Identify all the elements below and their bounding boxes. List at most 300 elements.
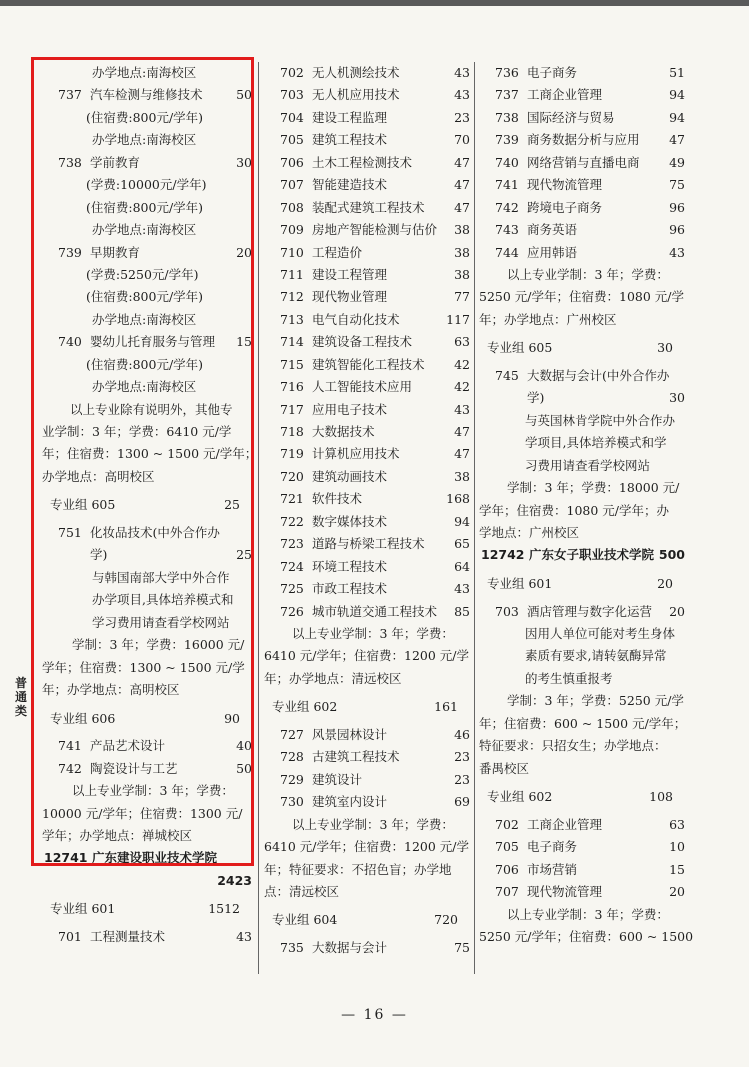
body-text: 学习费用请查看学校网站 [92,614,230,630]
major-row [264,443,470,465]
major-quota: 47 [454,154,470,170]
column-2 [264,62,470,960]
major-name: 应用韩语 [527,244,578,260]
body-text: 以上专业学制：3 年；学费： [292,625,454,641]
major-row [479,365,685,387]
major-name: 早期教育 [90,244,141,260]
major-row [264,724,470,746]
group-quota: 25 [224,497,240,513]
major-row [264,399,470,421]
major-row [264,937,470,959]
major-code: 704 [280,109,304,125]
major-code: 736 [495,65,519,80]
group-quota: 20 [657,575,673,591]
school-quota: 2423 [217,872,252,888]
body-text: 学年；住宿费：1080 元/学年；办 [479,502,669,518]
body-text: (学费:10000元/学年) [86,177,207,193]
major-row [479,859,685,881]
body-text: 以上专业学制：3 年；学费： [292,816,454,832]
major-name: 工商企业管理 [527,816,603,832]
major-name: 计算机应用技术 [312,446,400,462]
major-name: 软件技术 [312,491,363,507]
text-line [479,904,685,926]
major-row [264,264,470,286]
body-text: 办学地点：高明校区 [42,468,155,484]
major-row [264,309,470,331]
major-quota: 47 [454,199,470,215]
body-text: 学项目,具体培养模式和学 [525,435,667,451]
group-quota: 90 [224,710,240,726]
major-name: 工商企业管理 [527,87,603,103]
major-code: 717 [280,401,304,417]
group-name: 专业组 605 [487,340,553,356]
major-code: 737 [495,87,519,103]
body-text: 6410 元/学年；住宿费：1200 元/学 [264,648,469,664]
major-name: 建筑设计 [312,771,363,787]
major-quota: 47 [454,446,470,462]
text-line [264,836,470,858]
body-text: 6410 元/学年；住宿费：1200 元/学 [264,839,469,855]
group-header [479,331,685,365]
major-code: 730 [280,794,304,810]
major-quota: 64 [454,558,470,574]
major-name: 现代物业管理 [312,289,388,305]
body-text: 因用人单位可能对考生身体 [525,626,676,641]
text-line [479,668,685,690]
major-name: 网络营销与直播电商 [527,154,640,170]
page-number: — 16 — [341,1007,408,1023]
major-row [264,791,470,813]
major-name: 电气自动化技术 [312,311,400,327]
major-row [479,242,685,264]
major-code: 745 [495,367,519,383]
body-text: (住宿费:800元/学年) [86,109,204,125]
major-code: 705 [280,132,304,148]
body-text: 习费用请查看学校网站 [525,457,651,473]
major-name: 汽车检测与维修技术 [90,87,203,103]
major-quota: 38 [454,266,470,282]
major-name: 无人机测绘技术 [312,65,400,80]
text-line [479,735,685,757]
major-code: 702 [495,816,519,832]
major-code: 707 [280,177,304,193]
group-quota: 30 [657,340,673,356]
major-name: 大数据与会计 [312,940,388,956]
school-header [479,544,685,566]
major-name: 国际经济与贸易 [527,109,615,125]
major-row [479,197,685,219]
major-code: 725 [280,581,304,597]
text-line [479,455,685,477]
major-quota: 50 [236,87,252,103]
body-text: 以上专业学制：3 年；学费： [507,906,669,922]
major-row [264,488,470,510]
major-quota: 47 [454,424,470,439]
major-row [479,152,685,174]
major-name: 电子商务 [527,65,578,80]
body-text: 年；特征要求：不招色盲；办学地 [264,861,452,877]
major-name: 建筑工程技术 [312,132,388,148]
major-quota: 43 [669,244,685,260]
major-code: 715 [280,356,304,372]
group-name: 专业组 606 [50,710,116,726]
major-quota: 69 [454,794,470,810]
major-code: 739 [495,132,519,148]
text-line [479,410,685,432]
major-code: 710 [280,244,304,260]
major-quota: 50 [236,760,252,776]
major-name: 建筑动画技术 [312,468,388,484]
major-name: 道路与桥梁工程技术 [312,536,425,552]
major-name: 建筑设备工程技术 [312,334,413,350]
major-code: 738 [495,109,519,125]
body-text: 年；住宿费：1300 ~ 1500 元/学年； [42,446,258,462]
text-line [479,645,685,667]
major-name: 建设工程监理 [312,109,388,125]
text-line [264,668,470,690]
major-quota: 70 [454,132,470,148]
major-name: 环境工程技术 [312,558,388,574]
body-text: 与韩国南部大学中外合作 [92,569,230,585]
major-code: 707 [495,884,519,900]
major-name: 大数据与会计(中外合作办 [527,367,670,383]
major-code: 741 [58,738,82,754]
major-row [264,511,470,533]
major-name: 建筑室内设计 [312,794,388,810]
major-name: 工程测量技术 [90,928,166,944]
body-text: 学年；住宿费：1300 ~ 1500 元/学 [42,659,245,675]
text-line [479,477,685,499]
major-quota: 23 [454,749,470,765]
major-row [264,174,470,196]
major-quota: 38 [454,468,470,484]
major-code: 703 [495,603,519,619]
major-quota: 42 [454,379,470,395]
major-name: 古建筑工程技术 [312,749,400,765]
major-row [264,533,470,555]
major-code: 701 [58,928,82,944]
body-text: 学年；办学地点：禅城校区 [42,827,193,843]
major-quota: 63 [454,334,470,350]
major-row [479,62,685,84]
major-quota: 168 [446,491,470,507]
major-quota: 20 [669,603,685,619]
text-line [264,859,470,881]
major-name: 跨境电子商务 [527,199,603,215]
major-code: 712 [280,289,304,305]
body-text: (学费:5250元/学年) [86,266,199,282]
major-row [479,881,685,903]
major-name: 大数据技术 [312,424,375,439]
group-header [264,690,470,724]
body-text: (住宿费:800元/学年) [86,289,204,305]
major-code: 727 [280,726,304,742]
group-name: 专业组 602 [487,789,553,805]
major-quota: 94 [669,109,685,125]
body-text: 年；住宿费：600 ~ 1500 元/学年； [479,715,687,731]
major-quota: 23 [454,771,470,787]
school-code: 12742 [481,547,525,563]
column-divider [474,62,475,974]
major-name: 学) [527,390,545,406]
school-quota: 500 [658,547,685,563]
body-text: 学制：3 年；学费：16000 元/ [72,637,245,653]
major-row [479,174,685,196]
major-code: 728 [280,749,304,765]
major-quota: 43 [236,928,252,944]
major-code: 721 [280,491,304,507]
body-text: 以上专业除有说明外，其他专 [70,401,233,417]
group-name: 专业组 605 [50,497,116,513]
group-quota: 108 [649,789,673,805]
text-line [479,758,685,780]
major-code: 739 [58,244,82,260]
major-name: 学前教育 [90,154,141,170]
major-code: 738 [58,154,82,170]
major-code: 703 [280,87,304,103]
major-name: 人工智能技术应用 [312,379,413,395]
major-code: 742 [58,760,82,776]
major-code: 709 [280,222,304,238]
body-text: 办学地点:南海校区 [92,132,197,148]
text-line [479,309,685,331]
major-quota: 23 [454,109,470,125]
body-text: 办学地点:南海校区 [92,222,197,238]
major-code: 713 [280,311,304,327]
major-row [479,814,685,836]
body-text: 办学项目,具体培养模式和 [92,592,234,608]
major-quota: 40 [236,738,252,754]
major-code: 706 [495,861,519,877]
text-line [479,264,685,286]
major-code: 737 [58,87,82,103]
major-name: 数字媒体技术 [312,513,388,529]
school-name: 广东女子职业技术学院 [529,547,655,563]
major-row [264,601,470,623]
major-name: 产品艺术设计 [90,738,166,754]
text-line [264,645,470,667]
major-name: 市场营销 [527,861,578,877]
major-name: 市政工程技术 [312,581,388,597]
major-name: 智能建造技术 [312,177,388,193]
major-row [264,62,470,84]
body-text: 素质有要求,请转氨酶异常 [525,648,667,664]
major-quota: 43 [454,65,470,80]
major-code: 735 [280,940,304,956]
major-quota: 10 [669,839,685,855]
major-quota: 20 [669,884,685,900]
body-text: 5250 元/学年；住宿费：1080 元/学 [479,289,684,305]
major-code: 702 [280,65,304,80]
major-name: 酒店管理与数字化运营 [527,603,653,619]
text-line [479,500,685,522]
text-line [479,690,685,712]
major-name: 商务数据分析与应用 [527,132,640,148]
text-line [479,623,685,645]
group-header [479,780,685,814]
major-name: 房地产智能检测与估价 [312,222,438,238]
body-text: 点：清远校区 [264,884,340,899]
major-code: 708 [280,199,304,215]
body-text: (住宿费:800元/学年) [86,199,204,215]
major-code: 741 [495,177,519,193]
major-row [264,354,470,376]
major-name: 现代物流管理 [527,884,603,900]
group-name: 专业组 604 [272,912,338,928]
body-text: 学制：3 年；学费：5250 元/学 [507,693,684,709]
major-code: 726 [280,603,304,619]
text-line [264,623,470,645]
body-text: 学制：3 年；学费：18000 元/ [507,480,680,496]
group-quota: 161 [434,699,458,715]
major-row [264,242,470,264]
major-code: 711 [280,266,304,282]
major-quota: 43 [454,87,470,103]
body-text: 业学制：3 年；学费：6410 元/学 [42,424,232,439]
major-row [42,926,252,948]
body-text: 以上专业学制：3 年；学费： [507,266,669,282]
major-quota: 42 [454,356,470,372]
major-quota: 51 [669,65,685,80]
group-quota: 720 [434,912,458,928]
group-name: 专业组 601 [487,575,553,591]
major-row [264,746,470,768]
major-code: 724 [280,558,304,574]
major-row [479,107,685,129]
column-3 [479,62,694,948]
major-row [264,197,470,219]
major-name: 土木工程检测技术 [312,154,413,170]
major-name: 商务英语 [527,222,578,238]
major-row [264,152,470,174]
body-text: 以上专业学制：3 年；学费： [72,783,234,799]
column-divider [258,62,259,974]
major-row [264,84,470,106]
major-name: 无人机应用技术 [312,87,400,103]
major-row [479,84,685,106]
major-name: 化妆品技术(中外合作办 [90,525,220,540]
group-name: 专业组 602 [272,699,338,715]
body-text: 的考生慎重报考 [525,670,613,686]
major-code: 722 [280,513,304,529]
major-name: 装配式建筑工程技术 [312,199,425,215]
school-code: 12741 [44,850,88,866]
major-code: 751 [58,525,82,540]
major-code: 743 [495,222,519,238]
major-code: 740 [58,334,82,350]
major-code: 742 [495,199,519,215]
body-text: 办学地点:南海校区 [92,311,197,327]
major-quota: 96 [669,199,685,215]
major-name: 城市轨道交通工程技术 [312,603,438,619]
major-code: 714 [280,334,304,350]
body-text: 5250 元/学年；住宿费：600 ~ 1500 [479,928,694,944]
major-quota: 49 [669,154,685,170]
major-name: 工程造价 [312,244,363,260]
major-code: 718 [280,424,304,439]
top-bar [0,0,749,6]
body-text: 年；办学地点：高明校区 [42,682,180,698]
text-line [479,522,685,544]
major-code: 740 [495,154,519,170]
text-line [479,286,685,308]
major-quota: 15 [236,334,252,350]
major-quota: 75 [454,940,470,956]
highlight-box [31,57,254,866]
major-quota: 30 [236,154,252,170]
group-name: 专业组 601 [50,901,116,917]
major-row [264,421,470,443]
group-header [264,903,470,937]
major-code: 719 [280,446,304,462]
school-name: 广东建设职业技术学院 [92,850,218,866]
major-name: 婴幼儿托育服务与管理 [90,334,216,350]
school-quota-line [42,870,252,892]
body-text: 年；办学地点：广州校区 [479,311,617,327]
major-row [264,556,470,578]
major-quota: 43 [454,401,470,417]
major-name: 应用电子技术 [312,401,388,417]
body-text: 年；办学地点：清远校区 [264,670,402,686]
major-code: 716 [280,379,304,395]
major-quota: 117 [446,311,470,327]
body-text: 特征要求：只招女生；办学地点： [479,738,667,754]
major-code: 729 [280,771,304,787]
major-row [264,129,470,151]
major-quota: 20 [236,244,252,260]
major-code: 720 [280,468,304,484]
major-row [264,376,470,398]
major-name: 电子商务 [527,839,578,855]
major-quota: 47 [454,177,470,193]
major-row [479,129,685,151]
major-quota: 94 [454,513,470,529]
major-quota: 46 [454,726,470,742]
major-name: 风景园林设计 [312,726,388,742]
text-line [264,881,470,903]
major-quota: 85 [454,603,470,619]
major-code: 744 [495,244,519,260]
major-row [264,466,470,488]
major-quota: 47 [669,132,685,148]
text-line [264,814,470,836]
body-text: (住宿费:800元/学年) [86,356,204,372]
group-header [42,892,252,926]
major-row [479,219,685,241]
major-code: 706 [280,154,304,170]
text-line [479,926,694,948]
major-quota: 96 [669,222,685,238]
body-text: 办学地点:南海校区 [92,379,197,395]
text-line [479,432,685,454]
major-row [264,331,470,353]
major-row [479,601,685,623]
major-quota: 63 [669,816,685,832]
major-quota: 94 [669,87,685,103]
major-quota: 65 [454,536,470,552]
major-quota: 30 [669,390,685,406]
body-text: 学地点：广州校区 [479,525,580,540]
major-code: 705 [495,839,519,855]
major-quota: 25 [236,547,252,563]
side-label: 普通类 [14,676,27,718]
body-text: 办学地点:南海校区 [92,65,197,80]
major-code: 723 [280,536,304,552]
major-name: 建筑智能化工程技术 [312,356,425,372]
body-text: 与英国林肯学院中外合作办 [525,412,676,428]
major-name: 建设工程管理 [312,266,388,282]
major-quota: 43 [454,581,470,597]
